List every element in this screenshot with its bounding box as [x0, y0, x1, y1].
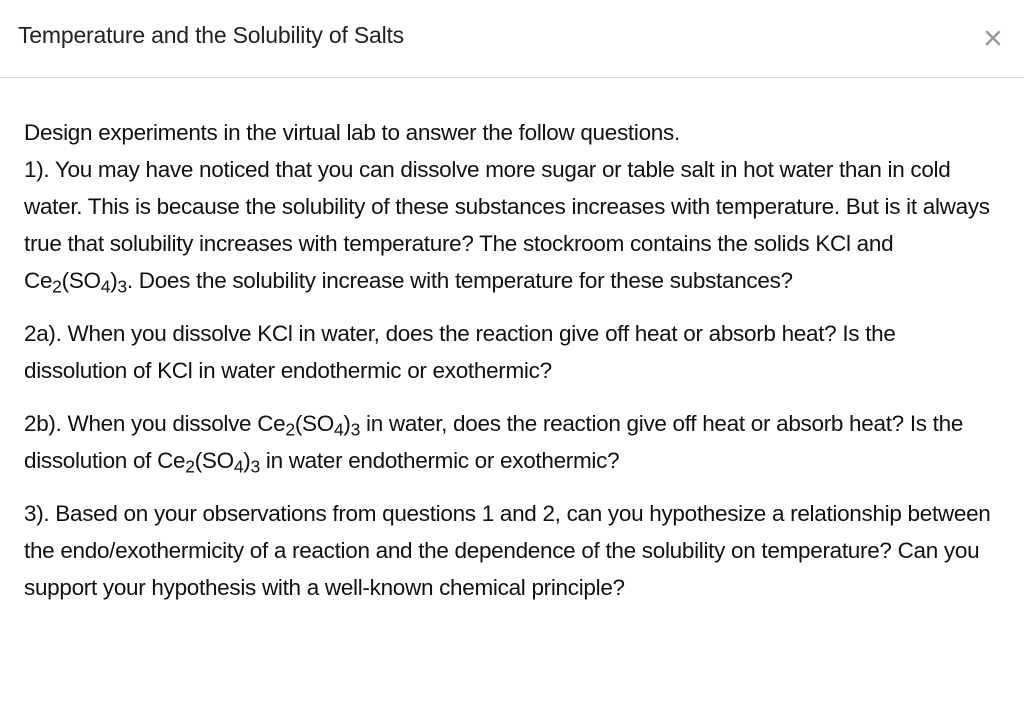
close-icon [985, 30, 1001, 46]
close-button[interactable] [978, 17, 1008, 51]
question-2b-text-mid: in water, does the reaction give off heat or absorb heat? Is the dissolution of Ce [24, 411, 964, 473]
question-2a-label: 2a). [24, 321, 62, 346]
subscript: 3 [350, 419, 361, 440]
question-2b-text-end: in water endothermic or exothermic? [259, 448, 620, 473]
subscript: 3 [117, 276, 127, 297]
formula-part: ) [110, 268, 118, 293]
subscript: 2 [285, 419, 295, 440]
question-2b-label: 2b). [24, 411, 62, 436]
intro-text: Design experiments in the virtual lab to answer the follow questions. [24, 120, 680, 145]
dialog-title: Temperature and the Solubility of Salts [18, 22, 404, 48]
intro-paragraph [24, 114, 1004, 299]
question-3-text: Based on your observations from questions 1 and 2, can you hypothesize a relationship between the endo/exothermicity of a reaction and the dependence of the solubility on temperature? Can you support your hypothesis with a well-known chemical principle? [24, 501, 991, 600]
question-2b-text: When you dissolve Ce [61, 411, 286, 436]
subscript: 4 [333, 419, 344, 440]
subscript: 2 [185, 456, 195, 477]
dialog-body [24, 114, 1004, 606]
question-2a-text: When you dissolve KCl in water, does the reaction give off heat or absorb heat? Is the dissolution of KCl in water endothermic or exothermic? [24, 321, 896, 383]
formula-part: (SO [294, 411, 334, 436]
question-1-text: You may have noticed that you can dissolve more sugar or table salt in hot water than in cold water. This is because the solubility of these substances increases with temperature. But is it always true that solubility increases with temperature? The stockroom contains the solids KCl and Ce [24, 157, 990, 293]
formula-part: ) [243, 448, 251, 473]
question-2a-paragraph [24, 315, 1004, 389]
dialog-header [0, 0, 1024, 78]
subscript: 3 [250, 456, 260, 477]
question-3-label: 3). [24, 501, 50, 526]
formula-part: (SO [61, 268, 101, 293]
question-2b-paragraph [24, 405, 1004, 479]
question-1-label: 1). [24, 157, 50, 182]
subscript: 2 [52, 276, 62, 297]
formula-part: (SO [194, 448, 234, 473]
formula-part: ) [343, 411, 351, 436]
subscript: 4 [233, 456, 244, 477]
subscript: 4 [100, 276, 111, 297]
question-3-paragraph [24, 495, 1004, 606]
question-1-text-end: . Does the solubility increase with temperature for these substances? [126, 268, 793, 293]
